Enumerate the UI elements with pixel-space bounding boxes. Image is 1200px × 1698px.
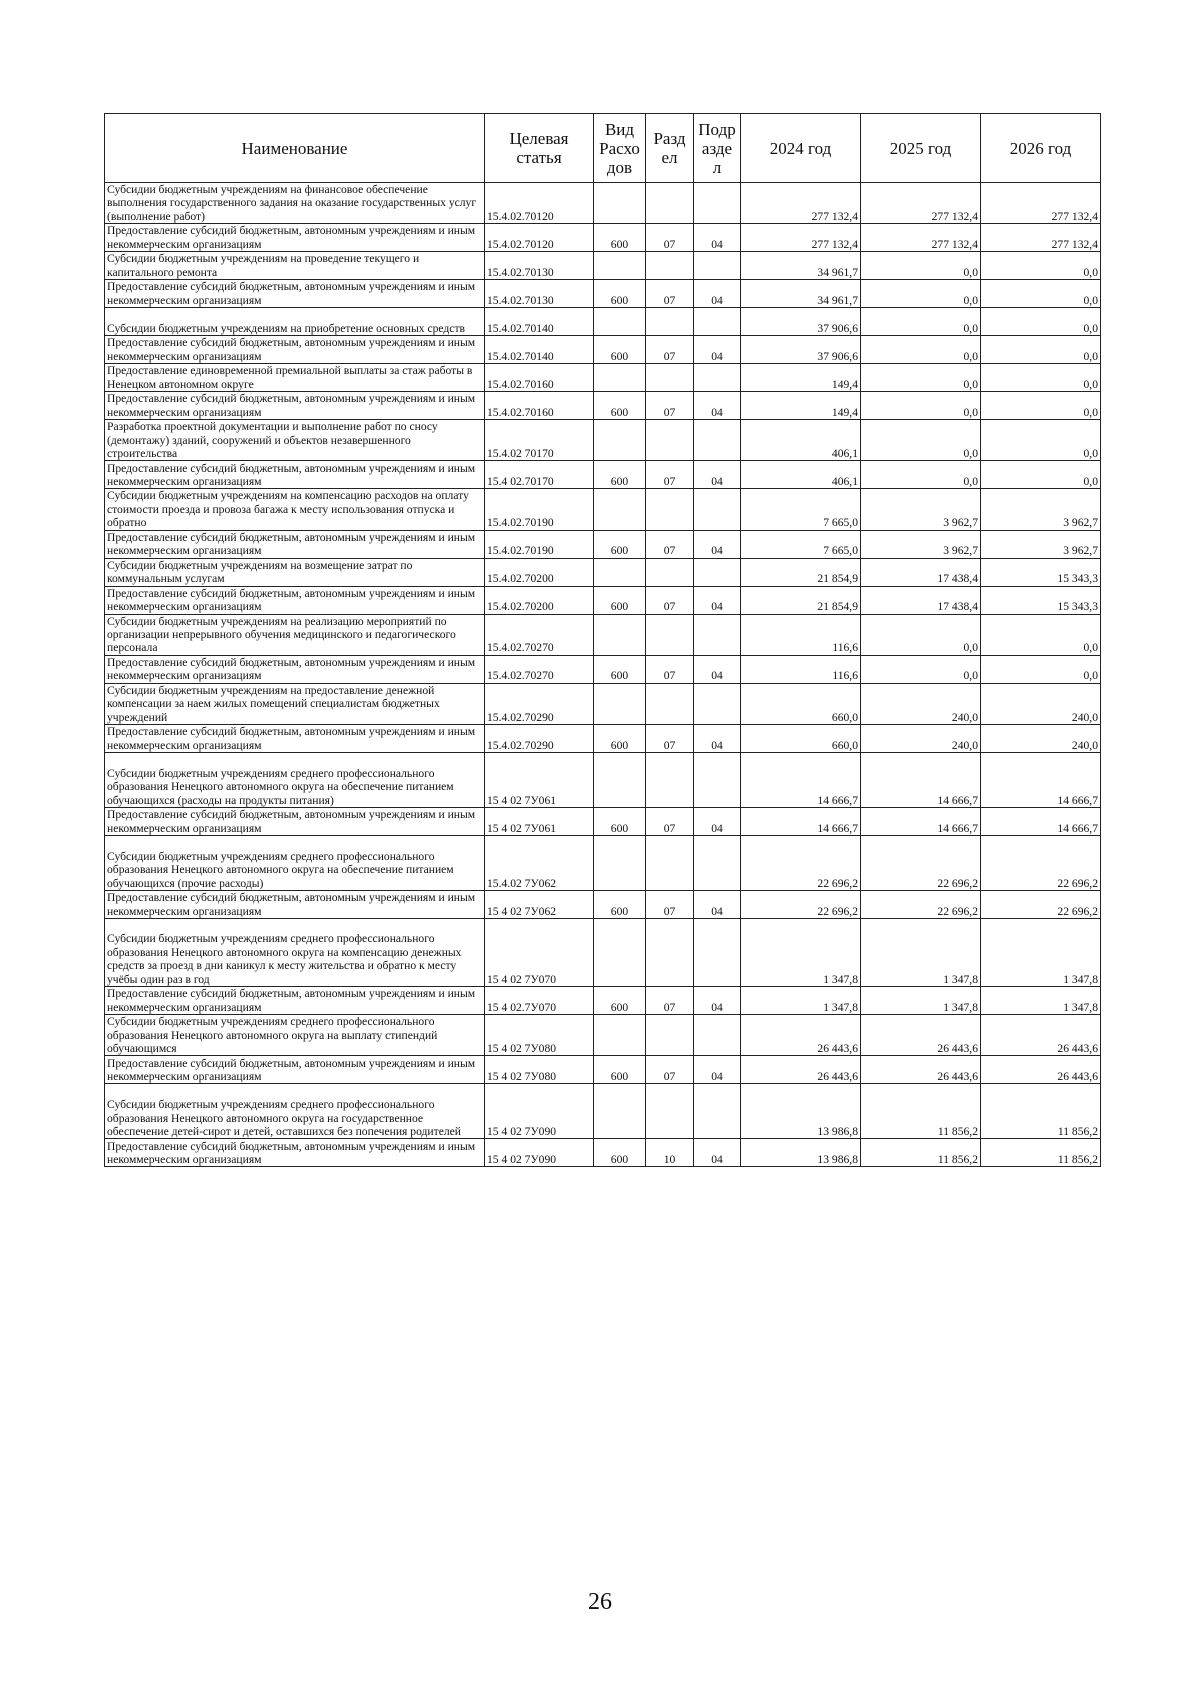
cell-2025: 277 132,4 (861, 183, 981, 224)
cell-subsection (694, 252, 741, 280)
table-row (105, 392, 1101, 420)
cell-2025: 14 666,7 (861, 808, 981, 836)
cell-name: Предоставление субсидий бюджетным, автономным учреждениям и иным некоммерческим организациям (105, 655, 485, 683)
cell-name: Предоставление субсидий бюджетным, автономным учреждениям и иным некоммерческим организациям (105, 530, 485, 558)
cell-target: 15 4 02 7У061 (485, 753, 594, 808)
cell-name: Предоставление субсидий бюджетным, автономным учреждениям и иным некоммерческим организациям (105, 586, 485, 614)
table-row (105, 461, 1101, 489)
cell-2026: 15 343,3 (981, 586, 1101, 614)
cell-name: Субсидии бюджетным учреждениям на финансовое обеспечение выполнения государственного задания на оказание государственных услуг (выполнение работ) (105, 183, 485, 224)
cell-target: 15.4.02.70130 (485, 252, 594, 280)
cell-section: 07 (646, 891, 694, 919)
cell-2026: 0,0 (981, 392, 1101, 420)
cell-section (646, 558, 694, 586)
cell-subsection (694, 1015, 741, 1056)
cell-subsection (694, 919, 741, 987)
cell-2025: 14 666,7 (861, 753, 981, 808)
cell-2025: 3 962,7 (861, 530, 981, 558)
cell-expense-type: 600 (594, 1139, 646, 1167)
cell-2024: 1 347,8 (741, 987, 861, 1015)
cell-target: 15.4.02.70160 (485, 392, 594, 420)
cell-name: Субсидии бюджетным учреждениям среднего профессионального образования Ненецкого автономного округа на выплату стипендий обучающимся (105, 1015, 485, 1056)
header-2026: 2026 год (981, 114, 1101, 183)
cell-name: Субсидии бюджетным учреждениям среднего профессионального образования Ненецкого автономного округа на компенсацию денежных средств за проезд в дни каникул к месту жительства и обратно к месту учёбы один раз в год (105, 919, 485, 987)
cell-expense-type: 600 (594, 655, 646, 683)
cell-2025: 0,0 (861, 392, 981, 420)
header-expense-type: Вид Расхо дов (594, 114, 646, 183)
cell-2024: 26 443,6 (741, 1056, 861, 1084)
cell-section (646, 614, 694, 655)
table-row (105, 586, 1101, 614)
cell-expense-type: 600 (594, 586, 646, 614)
cell-2026: 277 132,4 (981, 183, 1101, 224)
cell-2025: 17 438,4 (861, 586, 981, 614)
cell-subsection: 04 (694, 586, 741, 614)
cell-target: 15.4.02 7У062 (485, 836, 594, 891)
cell-expense-type (594, 753, 646, 808)
cell-2026: 11 856,2 (981, 1084, 1101, 1139)
cell-target: 15 4 02 7У080 (485, 1056, 594, 1084)
cell-expense-type (594, 1084, 646, 1139)
cell-subsection (694, 420, 741, 461)
cell-2026: 22 696,2 (981, 891, 1101, 919)
cell-target: 15 4 02 7У070 (485, 919, 594, 987)
table-row (105, 308, 1101, 336)
cell-name: Субсидии бюджетным учреждениям среднего профессионального образования Ненецкого автономного округа на обеспечение питанием обучающихся (прочие расходы) (105, 836, 485, 891)
cell-2024: 14 666,7 (741, 808, 861, 836)
cell-target: 15.4.02.70290 (485, 725, 594, 753)
cell-2024: 22 696,2 (741, 891, 861, 919)
cell-2025: 0,0 (861, 280, 981, 308)
cell-subsection: 04 (694, 336, 741, 364)
cell-subsection: 04 (694, 808, 741, 836)
table-body (105, 183, 1101, 1167)
cell-expense-type (594, 836, 646, 891)
cell-name: Предоставление субсидий бюджетным, автономным учреждениям и иным некоммерческим организациям (105, 891, 485, 919)
cell-section: 07 (646, 725, 694, 753)
cell-expense-type (594, 614, 646, 655)
cell-expense-type (594, 489, 646, 530)
cell-2025: 0,0 (861, 420, 981, 461)
cell-2026: 3 962,7 (981, 489, 1101, 530)
cell-section (646, 919, 694, 987)
cell-expense-type: 600 (594, 725, 646, 753)
cell-target: 15.4.02.70190 (485, 530, 594, 558)
table-row (105, 1084, 1101, 1139)
cell-section (646, 420, 694, 461)
cell-2026: 240,0 (981, 725, 1101, 753)
table-row (105, 224, 1101, 252)
cell-2025: 0,0 (861, 614, 981, 655)
cell-2025: 26 443,6 (861, 1015, 981, 1056)
cell-name: Предоставление субсидий бюджетным, автономным учреждениям и иным некоммерческим организациям (105, 987, 485, 1015)
cell-subsection: 04 (694, 725, 741, 753)
cell-expense-type (594, 364, 646, 392)
cell-2025: 26 443,6 (861, 1056, 981, 1084)
cell-2024: 406,1 (741, 461, 861, 489)
header-target: Целевая статья (485, 114, 594, 183)
table-row (105, 725, 1101, 753)
cell-subsection: 04 (694, 224, 741, 252)
cell-2025: 0,0 (861, 252, 981, 280)
table-row (105, 558, 1101, 586)
header-2025: 2025 год (861, 114, 981, 183)
cell-2025: 22 696,2 (861, 836, 981, 891)
cell-subsection: 04 (694, 530, 741, 558)
cell-2026: 0,0 (981, 280, 1101, 308)
cell-2026: 1 347,8 (981, 987, 1101, 1015)
cell-2024: 37 906,6 (741, 308, 861, 336)
cell-2024: 22 696,2 (741, 836, 861, 891)
cell-target: 15.4.02.70270 (485, 614, 594, 655)
cell-2025: 277 132,4 (861, 224, 981, 252)
cell-section (646, 183, 694, 224)
budget-table (104, 113, 1101, 1167)
cell-section (646, 836, 694, 891)
cell-target: 15 4 02 7У090 (485, 1139, 594, 1167)
cell-target: 15.4.02.70200 (485, 558, 594, 586)
cell-2025: 0,0 (861, 364, 981, 392)
page-number: 26 (588, 1589, 612, 1615)
cell-2026: 1 347,8 (981, 919, 1101, 987)
table-row (105, 614, 1101, 655)
cell-target: 15.4.02.70120 (485, 224, 594, 252)
cell-2026: 22 696,2 (981, 836, 1101, 891)
cell-name: Предоставление субсидий бюджетным, автономным учреждениям и иным некоммерческим организациям (105, 808, 485, 836)
cell-2024: 13 986,8 (741, 1139, 861, 1167)
cell-expense-type (594, 919, 646, 987)
table-row (105, 1056, 1101, 1084)
cell-section (646, 683, 694, 724)
cell-2025: 11 856,2 (861, 1084, 981, 1139)
cell-2026: 240,0 (981, 683, 1101, 724)
cell-expense-type: 600 (594, 336, 646, 364)
cell-name: Предоставление единовременной премиальной выплаты за стаж работы в Ненецком автономном округе (105, 364, 485, 392)
cell-subsection (694, 183, 741, 224)
header-section: Разд ел (646, 114, 694, 183)
cell-subsection (694, 558, 741, 586)
cell-name: Предоставление субсидий бюджетным, автономным учреждениям и иным некоммерческим организациям (105, 392, 485, 420)
cell-expense-type: 600 (594, 392, 646, 420)
cell-expense-type: 600 (594, 891, 646, 919)
cell-target: 15 4 02 7У090 (485, 1084, 594, 1139)
cell-2024: 406,1 (741, 420, 861, 461)
table-row (105, 530, 1101, 558)
cell-name: Субсидии бюджетным учреждениям на проведение текущего и капитального ремонта (105, 252, 485, 280)
cell-2026: 0,0 (981, 364, 1101, 392)
cell-subsection: 04 (694, 655, 741, 683)
cell-target: 15.4.02.70200 (485, 586, 594, 614)
cell-2025: 22 696,2 (861, 891, 981, 919)
cell-name: Предоставление субсидий бюджетным, автономным учреждениям и иным некоммерческим организациям (105, 725, 485, 753)
cell-2024: 149,4 (741, 392, 861, 420)
cell-2025: 1 347,8 (861, 919, 981, 987)
cell-expense-type (594, 183, 646, 224)
cell-target: 15.4.02.70120 (485, 183, 594, 224)
cell-section: 07 (646, 586, 694, 614)
cell-2024: 1 347,8 (741, 919, 861, 987)
cell-subsection: 04 (694, 891, 741, 919)
cell-subsection (694, 308, 741, 336)
table-row (105, 489, 1101, 530)
table-row (105, 891, 1101, 919)
table-row (105, 836, 1101, 891)
cell-section (646, 308, 694, 336)
cell-2024: 21 854,9 (741, 586, 861, 614)
cell-2026: 0,0 (981, 614, 1101, 655)
cell-section: 07 (646, 392, 694, 420)
cell-name: Субсидии бюджетным учреждениям на возмещение затрат по коммунальным услугам (105, 558, 485, 586)
cell-2024: 14 666,7 (741, 753, 861, 808)
cell-subsection (694, 364, 741, 392)
cell-2026: 15 343,3 (981, 558, 1101, 586)
header-name: Наименование (105, 114, 485, 183)
cell-subsection (694, 753, 741, 808)
cell-expense-type (594, 252, 646, 280)
cell-expense-type: 600 (594, 530, 646, 558)
cell-expense-type (594, 1015, 646, 1056)
cell-2025: 0,0 (861, 308, 981, 336)
cell-subsection (694, 614, 741, 655)
cell-2024: 13 986,8 (741, 1084, 861, 1139)
cell-2025: 17 438,4 (861, 558, 981, 586)
cell-2026: 0,0 (981, 336, 1101, 364)
cell-name: Разработка проектной документации и выполнение работ по сносу (демонтажу) зданий, сооружений и объектов незавершенного строительства (105, 420, 485, 461)
cell-expense-type: 600 (594, 224, 646, 252)
cell-2024: 34 961,7 (741, 252, 861, 280)
table-row (105, 753, 1101, 808)
header-subsection: Подр азде л (694, 114, 741, 183)
cell-expense-type: 600 (594, 808, 646, 836)
cell-2026: 277 132,4 (981, 224, 1101, 252)
cell-target: 15.4 02.70170 (485, 461, 594, 489)
cell-2026: 14 666,7 (981, 808, 1101, 836)
cell-2026: 14 666,7 (981, 753, 1101, 808)
cell-2024: 149,4 (741, 364, 861, 392)
cell-subsection: 04 (694, 461, 741, 489)
cell-section: 07 (646, 1056, 694, 1084)
cell-2025: 3 962,7 (861, 489, 981, 530)
cell-2024: 21 854,9 (741, 558, 861, 586)
cell-subsection: 04 (694, 1056, 741, 1084)
cell-name: Предоставление субсидий бюджетным, автономным учреждениям и иным некоммерческим организациям (105, 336, 485, 364)
table-row (105, 655, 1101, 683)
cell-expense-type: 600 (594, 1056, 646, 1084)
cell-name: Предоставление субсидий бюджетным, автономным учреждениям и иным некоммерческим организациям (105, 224, 485, 252)
cell-section: 07 (646, 808, 694, 836)
cell-expense-type: 600 (594, 280, 646, 308)
cell-section: 07 (646, 224, 694, 252)
table-row (105, 252, 1101, 280)
cell-expense-type: 600 (594, 987, 646, 1015)
cell-name: Субсидии бюджетным учреждениям на компенсацию расходов на оплату стоимости проезда и провоза багажа к месту использования отпуска и обратно (105, 489, 485, 530)
cell-name: Субсидии бюджетным учреждениям на приобретение основных средств (105, 308, 485, 336)
cell-2026: 3 962,7 (981, 530, 1101, 558)
cell-target: 15.4.02.70190 (485, 489, 594, 530)
table-row (105, 987, 1101, 1015)
cell-section: 07 (646, 336, 694, 364)
cell-2024: 277 132,4 (741, 224, 861, 252)
cell-2024: 26 443,6 (741, 1015, 861, 1056)
cell-target: 15 4 02.7У070 (485, 987, 594, 1015)
cell-section (646, 1084, 694, 1139)
cell-2026: 0,0 (981, 420, 1101, 461)
header-row (105, 114, 1101, 183)
cell-target: 15.4.02.70290 (485, 683, 594, 724)
cell-2025: 11 856,2 (861, 1139, 981, 1167)
table-row (105, 808, 1101, 836)
cell-2024: 34 961,7 (741, 280, 861, 308)
table-row (105, 683, 1101, 724)
cell-name: Субсидии бюджетным учреждениям на реализацию мероприятий по организации непрерывного обучения медицинского и педагогического персонала (105, 614, 485, 655)
cell-section (646, 252, 694, 280)
cell-target: 15.4.02.70140 (485, 308, 594, 336)
cell-2026: 0,0 (981, 655, 1101, 683)
cell-subsection (694, 836, 741, 891)
table-row (105, 1015, 1101, 1056)
cell-name: Предоставление субсидий бюджетным, автономным учреждениям и иным некоммерческим организациям (105, 280, 485, 308)
cell-2025: 240,0 (861, 683, 981, 724)
cell-target: 15 4 02 7У062 (485, 891, 594, 919)
header-2024: 2024 год (741, 114, 861, 183)
cell-2025: 1 347,8 (861, 987, 981, 1015)
cell-name: Предоставление субсидий бюджетным, автономным учреждениям и иным некоммерческим организациям (105, 461, 485, 489)
cell-2026: 0,0 (981, 461, 1101, 489)
cell-target: 15.4.02.70130 (485, 280, 594, 308)
table-row (105, 919, 1101, 987)
cell-section: 07 (646, 530, 694, 558)
table-row (105, 183, 1101, 224)
cell-target: 15.4.02.70140 (485, 336, 594, 364)
cell-2024: 116,6 (741, 614, 861, 655)
cell-name: Предоставление субсидий бюджетным, автономным учреждениям и иным некоммерческим организациям (105, 1139, 485, 1167)
cell-2025: 0,0 (861, 655, 981, 683)
cell-section (646, 1015, 694, 1056)
cell-2024: 277 132,4 (741, 183, 861, 224)
cell-2024: 37 906,6 (741, 336, 861, 364)
cell-target: 15 4 02 7У080 (485, 1015, 594, 1056)
cell-name: Субсидии бюджетным учреждениям среднего профессионального образования Ненецкого автономного округа на государственное обеспечение детей-сирот и детей, оставшихся без попечения родителей (105, 1084, 485, 1139)
cell-subsection (694, 683, 741, 724)
cell-2024: 7 665,0 (741, 489, 861, 530)
cell-2025: 240,0 (861, 725, 981, 753)
cell-expense-type (594, 420, 646, 461)
cell-expense-type (594, 683, 646, 724)
cell-2026: 0,0 (981, 252, 1101, 280)
table-row (105, 280, 1101, 308)
cell-name: Предоставление субсидий бюджетным, автономным учреждениям и иным некоммерческим организациям (105, 1056, 485, 1084)
cell-expense-type (594, 308, 646, 336)
cell-section: 07 (646, 461, 694, 489)
cell-section (646, 489, 694, 530)
cell-target: 15 4 02 7У061 (485, 808, 594, 836)
table-row (105, 420, 1101, 461)
cell-2024: 7 665,0 (741, 530, 861, 558)
cell-target: 15.4.02.70270 (485, 655, 594, 683)
cell-name: Субсидии бюджетным учреждениям на предоставление денежной компенсации за наем жилых помещений специалистам бюджетных учреждений (105, 683, 485, 724)
cell-subsection (694, 1084, 741, 1139)
cell-expense-type (594, 558, 646, 586)
cell-2024: 660,0 (741, 683, 861, 724)
cell-expense-type: 600 (594, 461, 646, 489)
cell-2025: 0,0 (861, 461, 981, 489)
cell-section (646, 364, 694, 392)
cell-2026: 0,0 (981, 308, 1101, 336)
cell-2025: 0,0 (861, 336, 981, 364)
cell-subsection: 04 (694, 987, 741, 1015)
cell-subsection (694, 489, 741, 530)
cell-section: 07 (646, 280, 694, 308)
cell-target: 15.4.02.70160 (485, 364, 594, 392)
cell-section (646, 753, 694, 808)
cell-subsection: 04 (694, 392, 741, 420)
cell-section: 10 (646, 1139, 694, 1167)
cell-2026: 26 443,6 (981, 1015, 1101, 1056)
cell-name: Субсидии бюджетным учреждениям среднего профессионального образования Ненецкого автономного округа на обеспечение питанием обучающихся (расходы на продукты питания) (105, 753, 485, 808)
cell-2024: 116,6 (741, 655, 861, 683)
cell-subsection: 04 (694, 1139, 741, 1167)
cell-2026: 11 856,2 (981, 1139, 1101, 1167)
table-row (105, 364, 1101, 392)
cell-2026: 26 443,6 (981, 1056, 1101, 1084)
cell-section: 07 (646, 987, 694, 1015)
cell-2024: 660,0 (741, 725, 861, 753)
table-row (105, 336, 1101, 364)
cell-target: 15.4.02 70170 (485, 420, 594, 461)
cell-section: 07 (646, 655, 694, 683)
cell-subsection: 04 (694, 280, 741, 308)
table-row (105, 1139, 1101, 1167)
